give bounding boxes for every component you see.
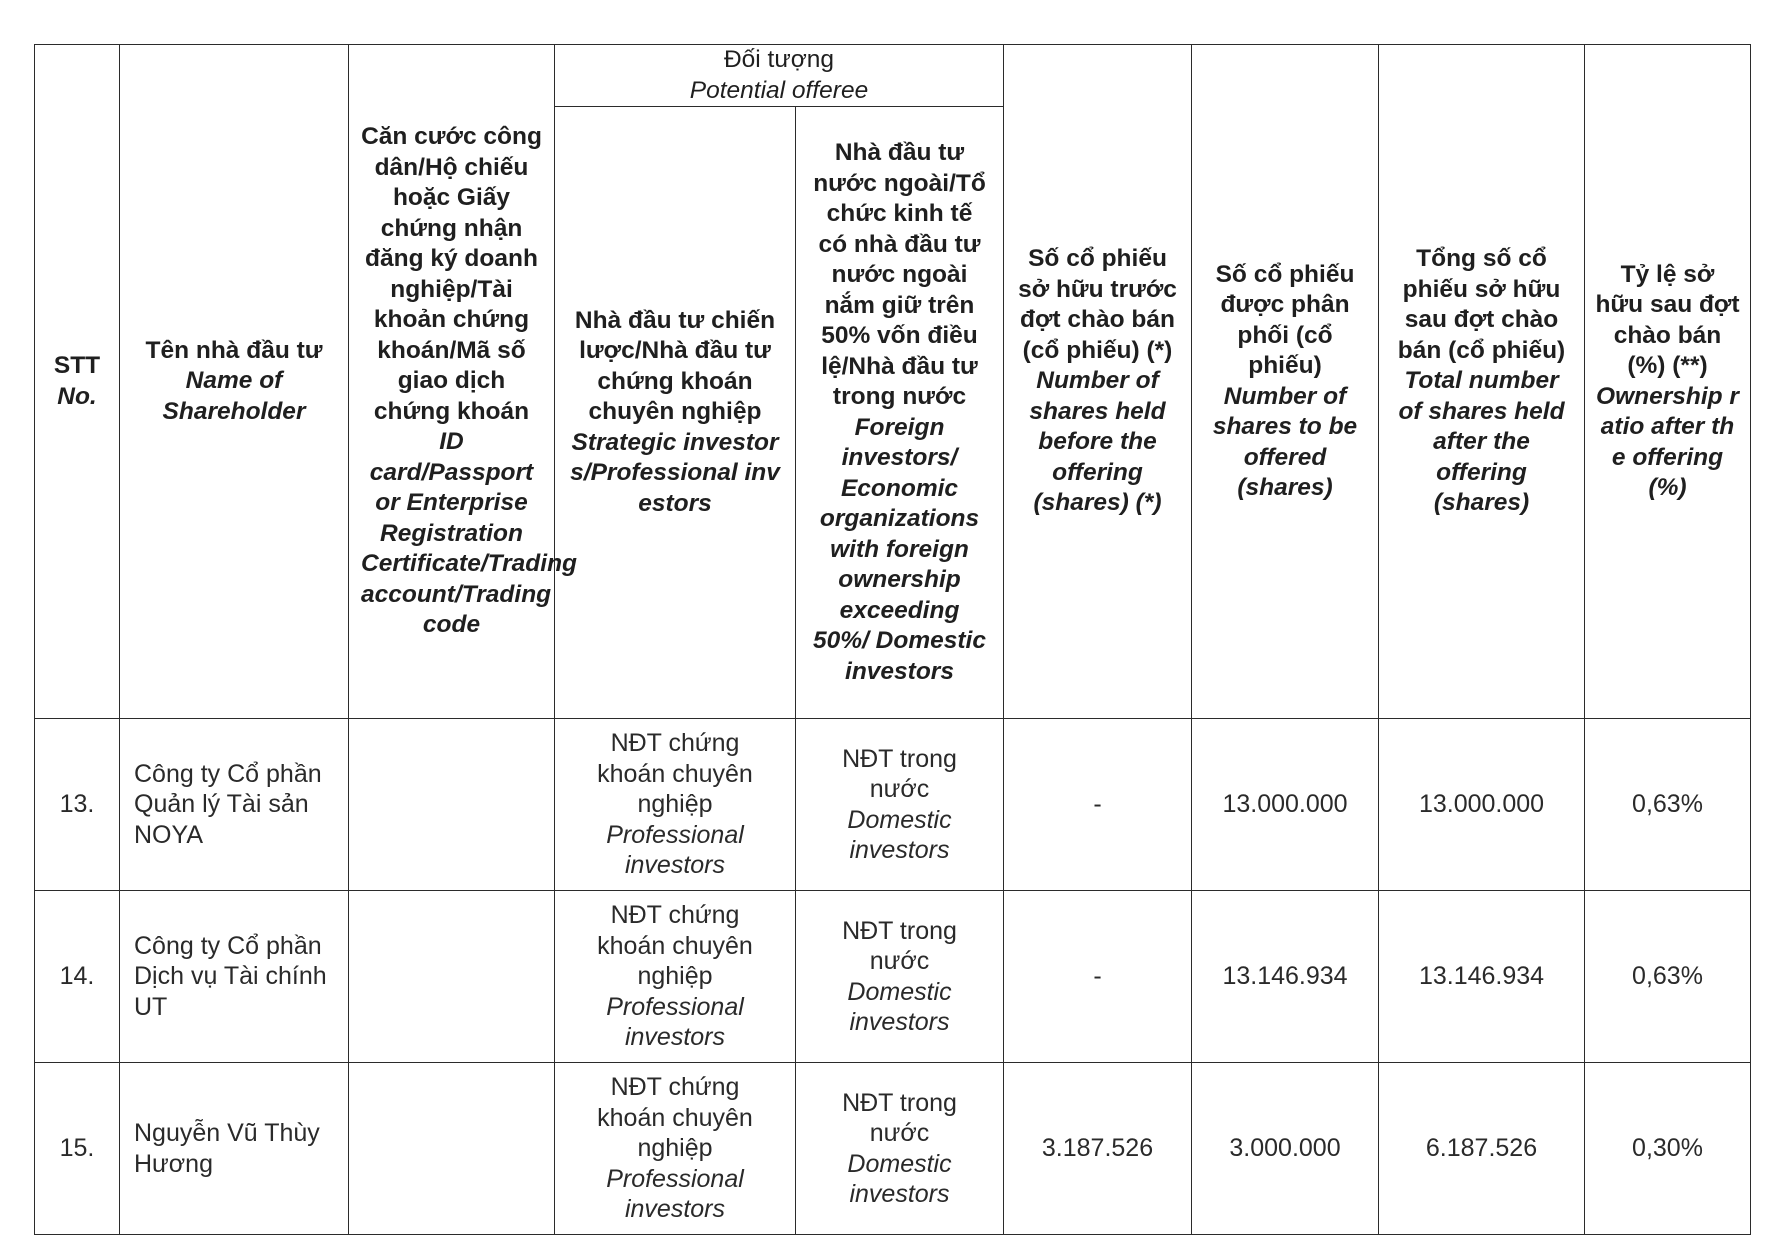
col-header-offered: [1192, 45, 1379, 719]
row-shares-after: 6.187.526: [1379, 1063, 1585, 1235]
row-strategic-vi: NĐT chứng khoán chuyên nghiệp: [597, 901, 753, 991]
row-strategic: [555, 1063, 796, 1235]
row-strategic: [555, 719, 796, 891]
row-foreign: [796, 1063, 1004, 1235]
row-ratio: 0,63%: [1585, 891, 1751, 1063]
col-header-id-vi: Căn cước công dân/Hộ chiếu hoặc Giấy chứng nhận đăng ký doanh nghiệp/Tài khoản chứng khoán/Mã số giao dịch chứng khoán: [361, 123, 542, 425]
row-investor-name: Công ty Cổ phần Dịch vụ Tài chính UT: [120, 891, 349, 1063]
row-investor-name: Công ty Cổ phần Quản lý Tài sản NOYA: [120, 719, 349, 891]
row-foreign-en: Domestic investors: [847, 1149, 952, 1208]
row-foreign-en: Domestic investors: [847, 805, 952, 864]
offering-table: [34, 44, 1751, 1235]
col-header-before-en: Number of shares held before the offering (shares) (*): [1029, 367, 1166, 517]
col-header-id-en: ID card/Passport or Enterprise Registration Certificate/Trading account/Trading code: [361, 428, 578, 639]
row-shares-offered: 13.000.000: [1192, 719, 1379, 891]
row-foreign-en: Domestic investors: [847, 977, 952, 1036]
col-header-stt: [35, 45, 120, 719]
col-header-strategic: [555, 107, 796, 719]
row-ratio: 0,30%: [1585, 1063, 1751, 1235]
row-strategic-en: Professional investors: [606, 820, 744, 880]
row-id: [349, 891, 555, 1063]
row-shares-after: 13.146.934: [1379, 891, 1585, 1063]
row-foreign: [796, 719, 1004, 891]
col-header-after: [1379, 45, 1585, 719]
col-header-id: [349, 45, 578, 719]
col-header-after-vi: Tổng số cổ phiếu sở hữu sau đợt chào bán (cổ phiếu): [1397, 245, 1566, 364]
row-id: [349, 1063, 555, 1235]
col-header-offered-en: Number of shares to be offered (shares): [1212, 382, 1358, 501]
col-header-before-vi: Số cổ phiếu sở hữu trước đợt chào bán (cổ phiếu) (*): [1018, 245, 1177, 364]
row-shares-before: 3.187.526: [1004, 1063, 1192, 1235]
row-foreign: [796, 891, 1004, 1063]
col-header-after-en: Total number of shares held after the offering (shares): [1398, 367, 1565, 517]
row-investor-name: Nguyễn Vũ Thùy Hương: [120, 1063, 349, 1235]
col-header-offeree: [555, 45, 1004, 107]
col-header-stt-vi: STT: [53, 352, 101, 379]
row-shares-after: 13.000.000: [1379, 719, 1585, 891]
row-strategic-vi: NĐT chứng khoán chuyên nghiệp: [597, 1073, 753, 1163]
row-strategic-en: Professional investors: [606, 1164, 744, 1224]
col-header-ratio: [1585, 45, 1751, 719]
row-foreign-vi: NĐT trong nước: [842, 916, 957, 975]
row-shares-before: -: [1004, 891, 1192, 1063]
col-header-offered-vi: Số cổ phiếu được phân phối (cổ phiếu): [1215, 260, 1355, 379]
col-header-before: [1004, 45, 1192, 719]
row-strategic: [555, 891, 796, 1063]
row-ratio: 0,63%: [1585, 719, 1751, 891]
row-no: 14.: [35, 891, 120, 1063]
col-header-offeree-en: Potential offeree: [689, 76, 869, 104]
col-header-foreign-vi: Nhà đầu tư nước ngoài/Tổ chức kinh tế có nhà đầu tư nước ngoài nắm giữ trên 50% vốn điều lệ/Nhà đầu tư trong nước: [813, 139, 986, 410]
col-header-strategic-en: Strategic investors/Professional investors: [570, 428, 780, 517]
col-header-foreign-en: Foreign investors/ Economic organizations with foreign ownership exceeding 50%/ Domestic investors: [813, 413, 986, 685]
col-header-stt-en: No.: [57, 382, 97, 410]
col-header-name: [120, 45, 349, 719]
row-no: 15.: [35, 1063, 120, 1235]
col-header-name-en: Name of Shareholder: [162, 367, 306, 425]
row-foreign-vi: NĐT trong nước: [842, 744, 957, 803]
col-header-offeree-vi: Đối tượng: [723, 46, 835, 73]
table-row: [35, 719, 1751, 891]
col-header-name-vi: Tên nhà đầu tư: [145, 336, 323, 364]
table-row: [35, 1063, 1751, 1235]
row-strategic-en: Professional investors: [606, 992, 744, 1052]
col-header-foreign: [796, 107, 1004, 719]
table-row: [35, 891, 1751, 1063]
row-shares-offered: 13.146.934: [1192, 891, 1379, 1063]
row-id: [349, 719, 555, 891]
row-strategic-vi: NĐT chứng khoán chuyên nghiệp: [597, 729, 753, 819]
col-header-ratio-vi: Tỷ lệ sở hữu sau đợt chào bán (%) (**): [1595, 260, 1740, 379]
col-header-ratio-en: Ownership ratio after the offering (%): [1596, 382, 1739, 501]
col-header-strategic-vi: Nhà đầu tư chiến lược/Nhà đầu tư chứng khoán chuyên nghiệp: [574, 306, 776, 426]
row-no: 13.: [35, 719, 120, 891]
row-foreign-vi: NĐT trong nước: [842, 1088, 957, 1147]
row-shares-offered: 3.000.000: [1192, 1063, 1379, 1235]
row-shares-before: -: [1004, 719, 1192, 891]
